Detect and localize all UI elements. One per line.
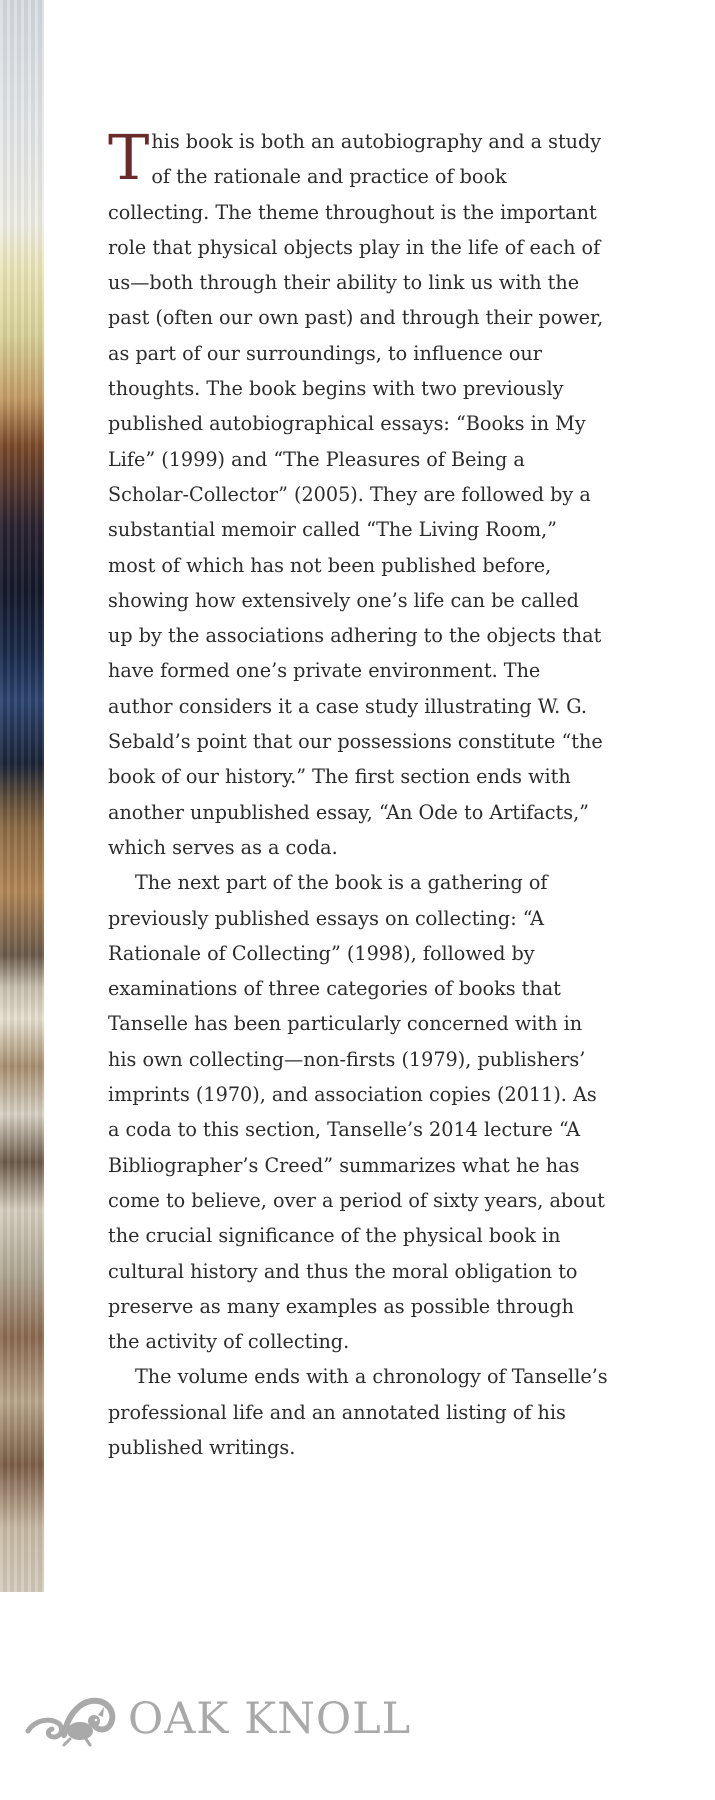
cover-photo-strip <box>0 0 44 1592</box>
logo-wordmark: OAK KNOLL <box>128 1694 412 1744</box>
drop-cap: T <box>108 121 150 194</box>
paragraph-2: The next part of the book is a gathering of previously published essays on collecting: “A Rationale of Collecting” (1998), followed by examinations of three categories of books that Tanselle has been particularly concerned with in his own collecting—non-firsts (1979), publishers’ imprints (1970), and association copies (2011). As a coda to this section, Tanselle’s 2014 lecture “A Bibliographer’s Creed” summarizes what he has come to believe, over a period of sixty years, about the crucial significance of the physical book in cultural history and thus the moral obligation to preserve as many examples as possible through the activity of collecting. <box>108 871 605 1354</box>
paragraph-3: The volume ends with a chronology of Tanselle’s professional life and an annotated listing of his published writings. <box>108 1365 608 1459</box>
paragraph-1 <box>108 121 608 865</box>
squirrel-icon <box>24 1691 120 1747</box>
paragraph-1-text: his book is both an autobiography and a study of the rationale and practice of book collecting. The theme throughout is the important role that physical objects play in the life of each of us—both through their ability to link us with the past (often our own past) and through their power, as part of our surroundings, to influence our thoughts. The book begins with two previously published autobiographical essays: “Books in My Life” (1999) and “The Pleasures of Being a Scholar-Collector” (2005). They are followed by a substantial memoir called “The Living Room,” most of which has not been published before, showing how extensively one’s life can be called up by the associations adhering to the objects that have formed one’s private environment. The author considers it a case study illustrating W. G. Sebald’s point that our possessions constitute “the book of our history.” The first section ends with another unpublished essay, “An Ode to Artifacts,” which serves as a coda. <box>108 130 604 859</box>
description-text <box>108 121 608 1465</box>
oak-knoll-logo <box>24 1688 411 1750</box>
